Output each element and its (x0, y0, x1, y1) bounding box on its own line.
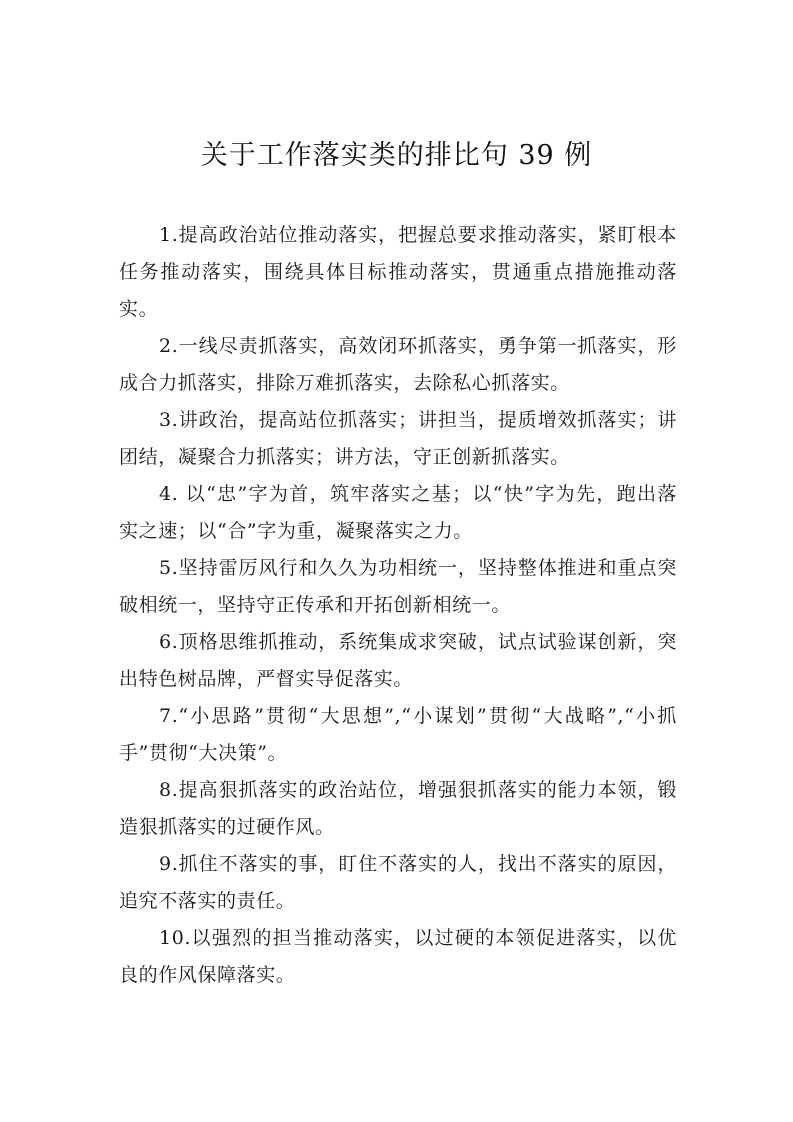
list-item: 5.坚持雷厉风行和久久为功相统一，坚持整体推进和重点突破相统一，坚持守正传承和开拓创新相统一。 (119, 557, 677, 616)
list-item: 6.顶格思维抓推动，系统集成求突破，试点试验谋创新，突出特色树品牌，严督实导促落实。 (119, 631, 677, 690)
list-item: 1.提高政治站位推动落实，把握总要求推动落实，紧盯根本任务推动落实，围绕具体目标推动落实，贯通重点措施推动落实。 (119, 224, 677, 320)
list-item: 4. 以“忠”字为首，筑牢落实之基；以“快”字为先，跑出落实之速；以“合”字为重，凝聚落实之力。 (119, 483, 677, 542)
list-item: 8.提高狠抓落实的政治站位，增强狠抓落实的能力本领，锻造狠抓落实的过硬作风。 (119, 779, 677, 838)
list-item: 10.以强烈的担当推动落实，以过硬的本领促进落实，以优良的作风保障落实。 (119, 927, 677, 986)
list-item: 3.讲政治，提高站位抓落实；讲担当，提质增效抓落实；讲团结，凝聚合力抓落实；讲方法，守正创新抓落实。 (119, 409, 677, 468)
document-title: 关于工作落实类的排比句 39 例 (200, 140, 593, 171)
list-item: 9.抓住不落实的事，盯住不落实的人，找出不落实的原因，追究不落实的责任。 (119, 853, 677, 912)
list-item: 7.“小思路”贯彻“大思想”,“小谋划”贯彻“大战略”,“小抓手”贯彻“大决策”。 (119, 705, 677, 764)
document-body (119, 217, 677, 994)
list-item: 2.一线尽责抓落实，高效闭环抓落实，勇争第一抓落实，形成合力抓落实，排除万难抓落实，去除私心抓落实。 (119, 335, 677, 394)
